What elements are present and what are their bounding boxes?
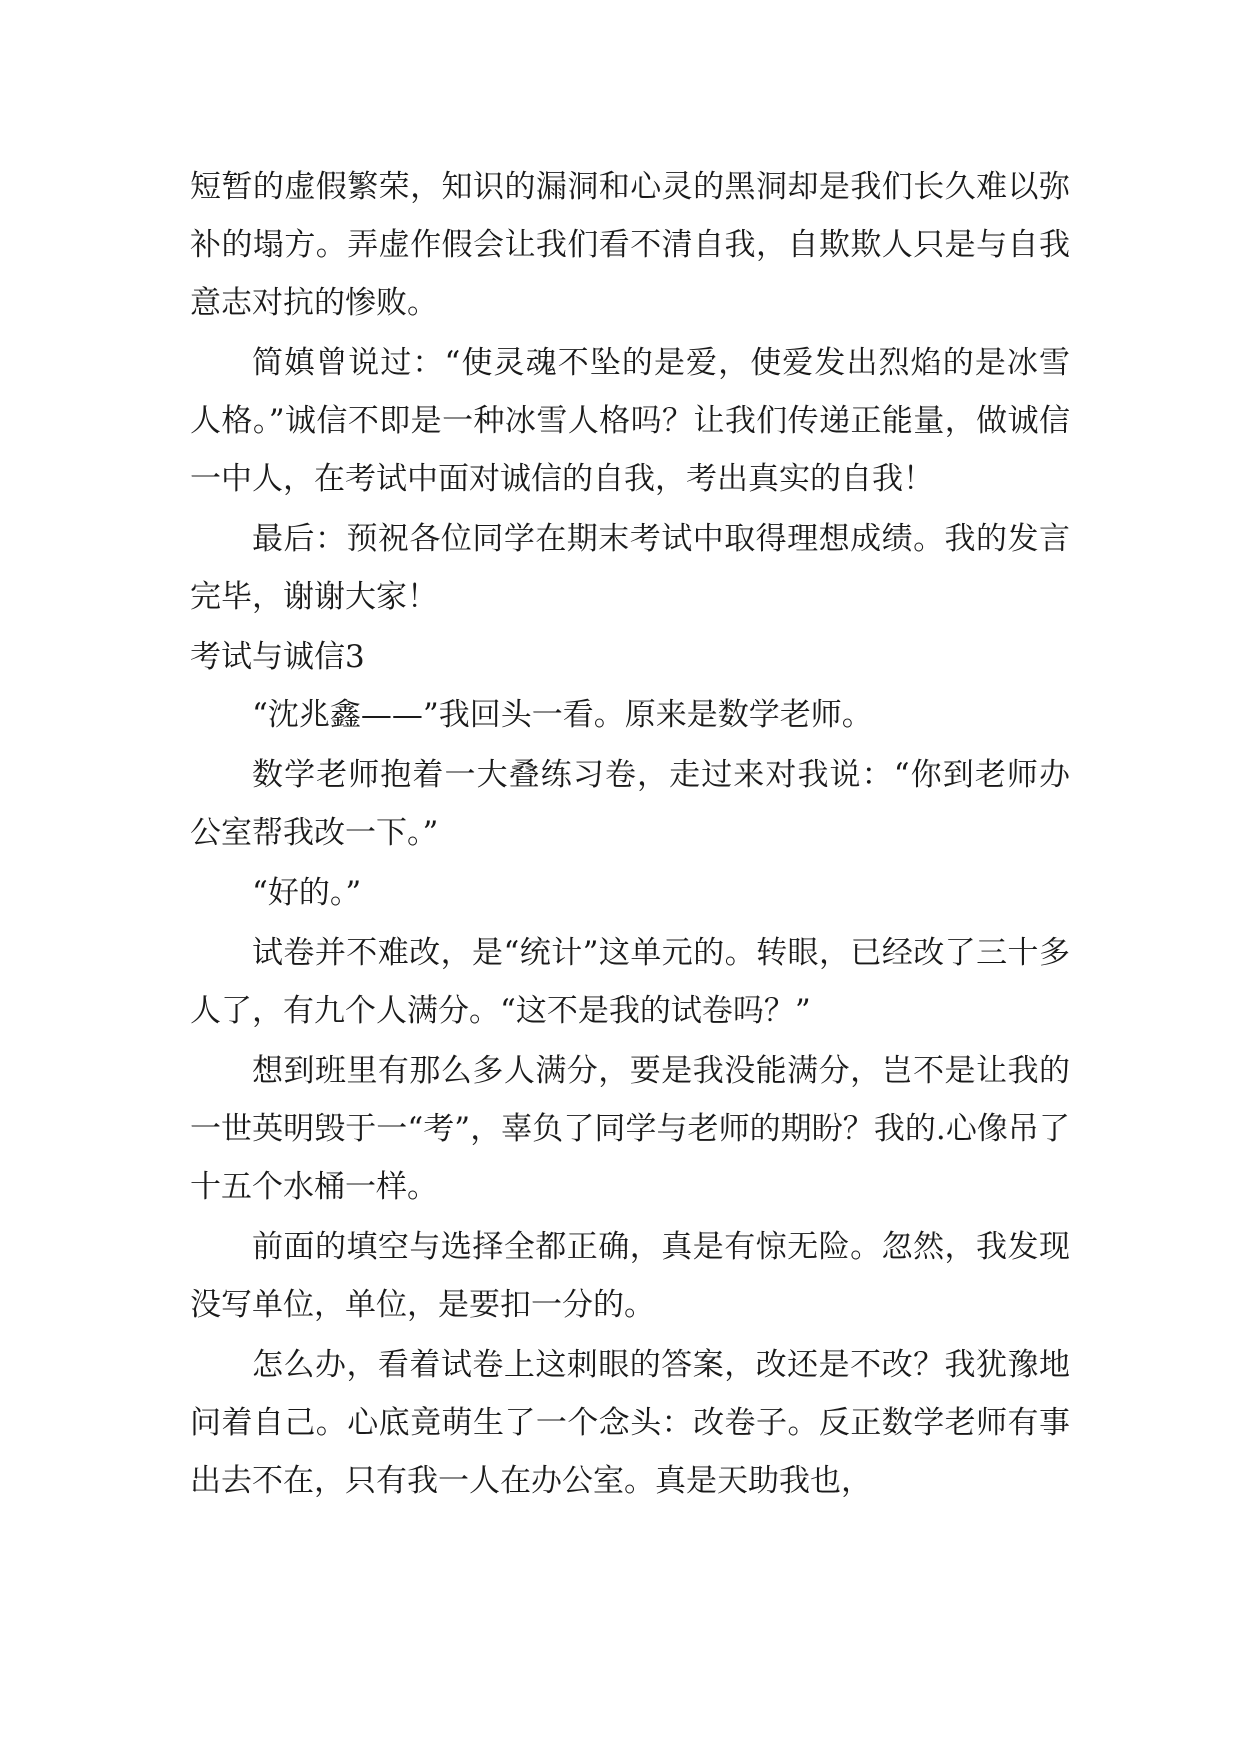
section-heading: 考试与诚信3 — [190, 639, 365, 675]
paragraph-2: 简嫃曾说过：“使灵魂不坠的是爱，使爱发出烈焰的是冰雪人格。”诚信不即是一种冰雪人格吗？让我们传递正能量，做诚信一中人，在考试中面对诚信的自我，考出真实的自我！ — [190, 345, 1070, 497]
paragraph-7: 试卷并不难改，是“统计”这单元的。转眼，已经改了三十多人了，有九个人满分。“这不是我的试卷吗？” — [190, 935, 1070, 1029]
paragraph-9: 前面的填空与选择全都正确，真是有惊无险。忽然，我发现没写单位，单位，是要扣一分的。 — [190, 1229, 1070, 1323]
paragraph-3: 最后：预祝各位同学在期末考试中取得理想成绩。我的发言完毕，谢谢大家！ — [190, 521, 1070, 615]
paragraph-5: 数学老师抱着一大叠练习卷，走过来对我说：“你到老师办公室帮我改一下。” — [190, 757, 1070, 851]
paragraph-8: 想到班里有那么多人满分，要是我没能满分，岂不是让我的一世英明毁于一“考”，辜负了同学与老师的期盼？我的.心像吊了十五个水桶一样。 — [190, 1053, 1070, 1205]
paragraph-1: 短暂的虚假繁荣，知识的漏洞和心灵的黑洞却是我们长久难以弥补的塌方。弄虚作假会让我们看不清自我，自欺欺人只是与自我意志对抗的惨败。 — [190, 169, 1070, 321]
paragraph-4: “沈兆鑫——”我回头一看。原来是数学老师。 — [252, 697, 873, 733]
paragraph-6: “好的。” — [252, 875, 362, 911]
document-body — [190, 158, 1070, 1512]
paragraph-10: 怎么办，看着试卷上这刺眼的答案，改还是不改？我犹豫地问着自己。心底竟萌生了一个念头：改卷子。反正数学老师有事出去不在，只有我一人在办公室。真是天助我也， — [190, 1347, 1070, 1499]
